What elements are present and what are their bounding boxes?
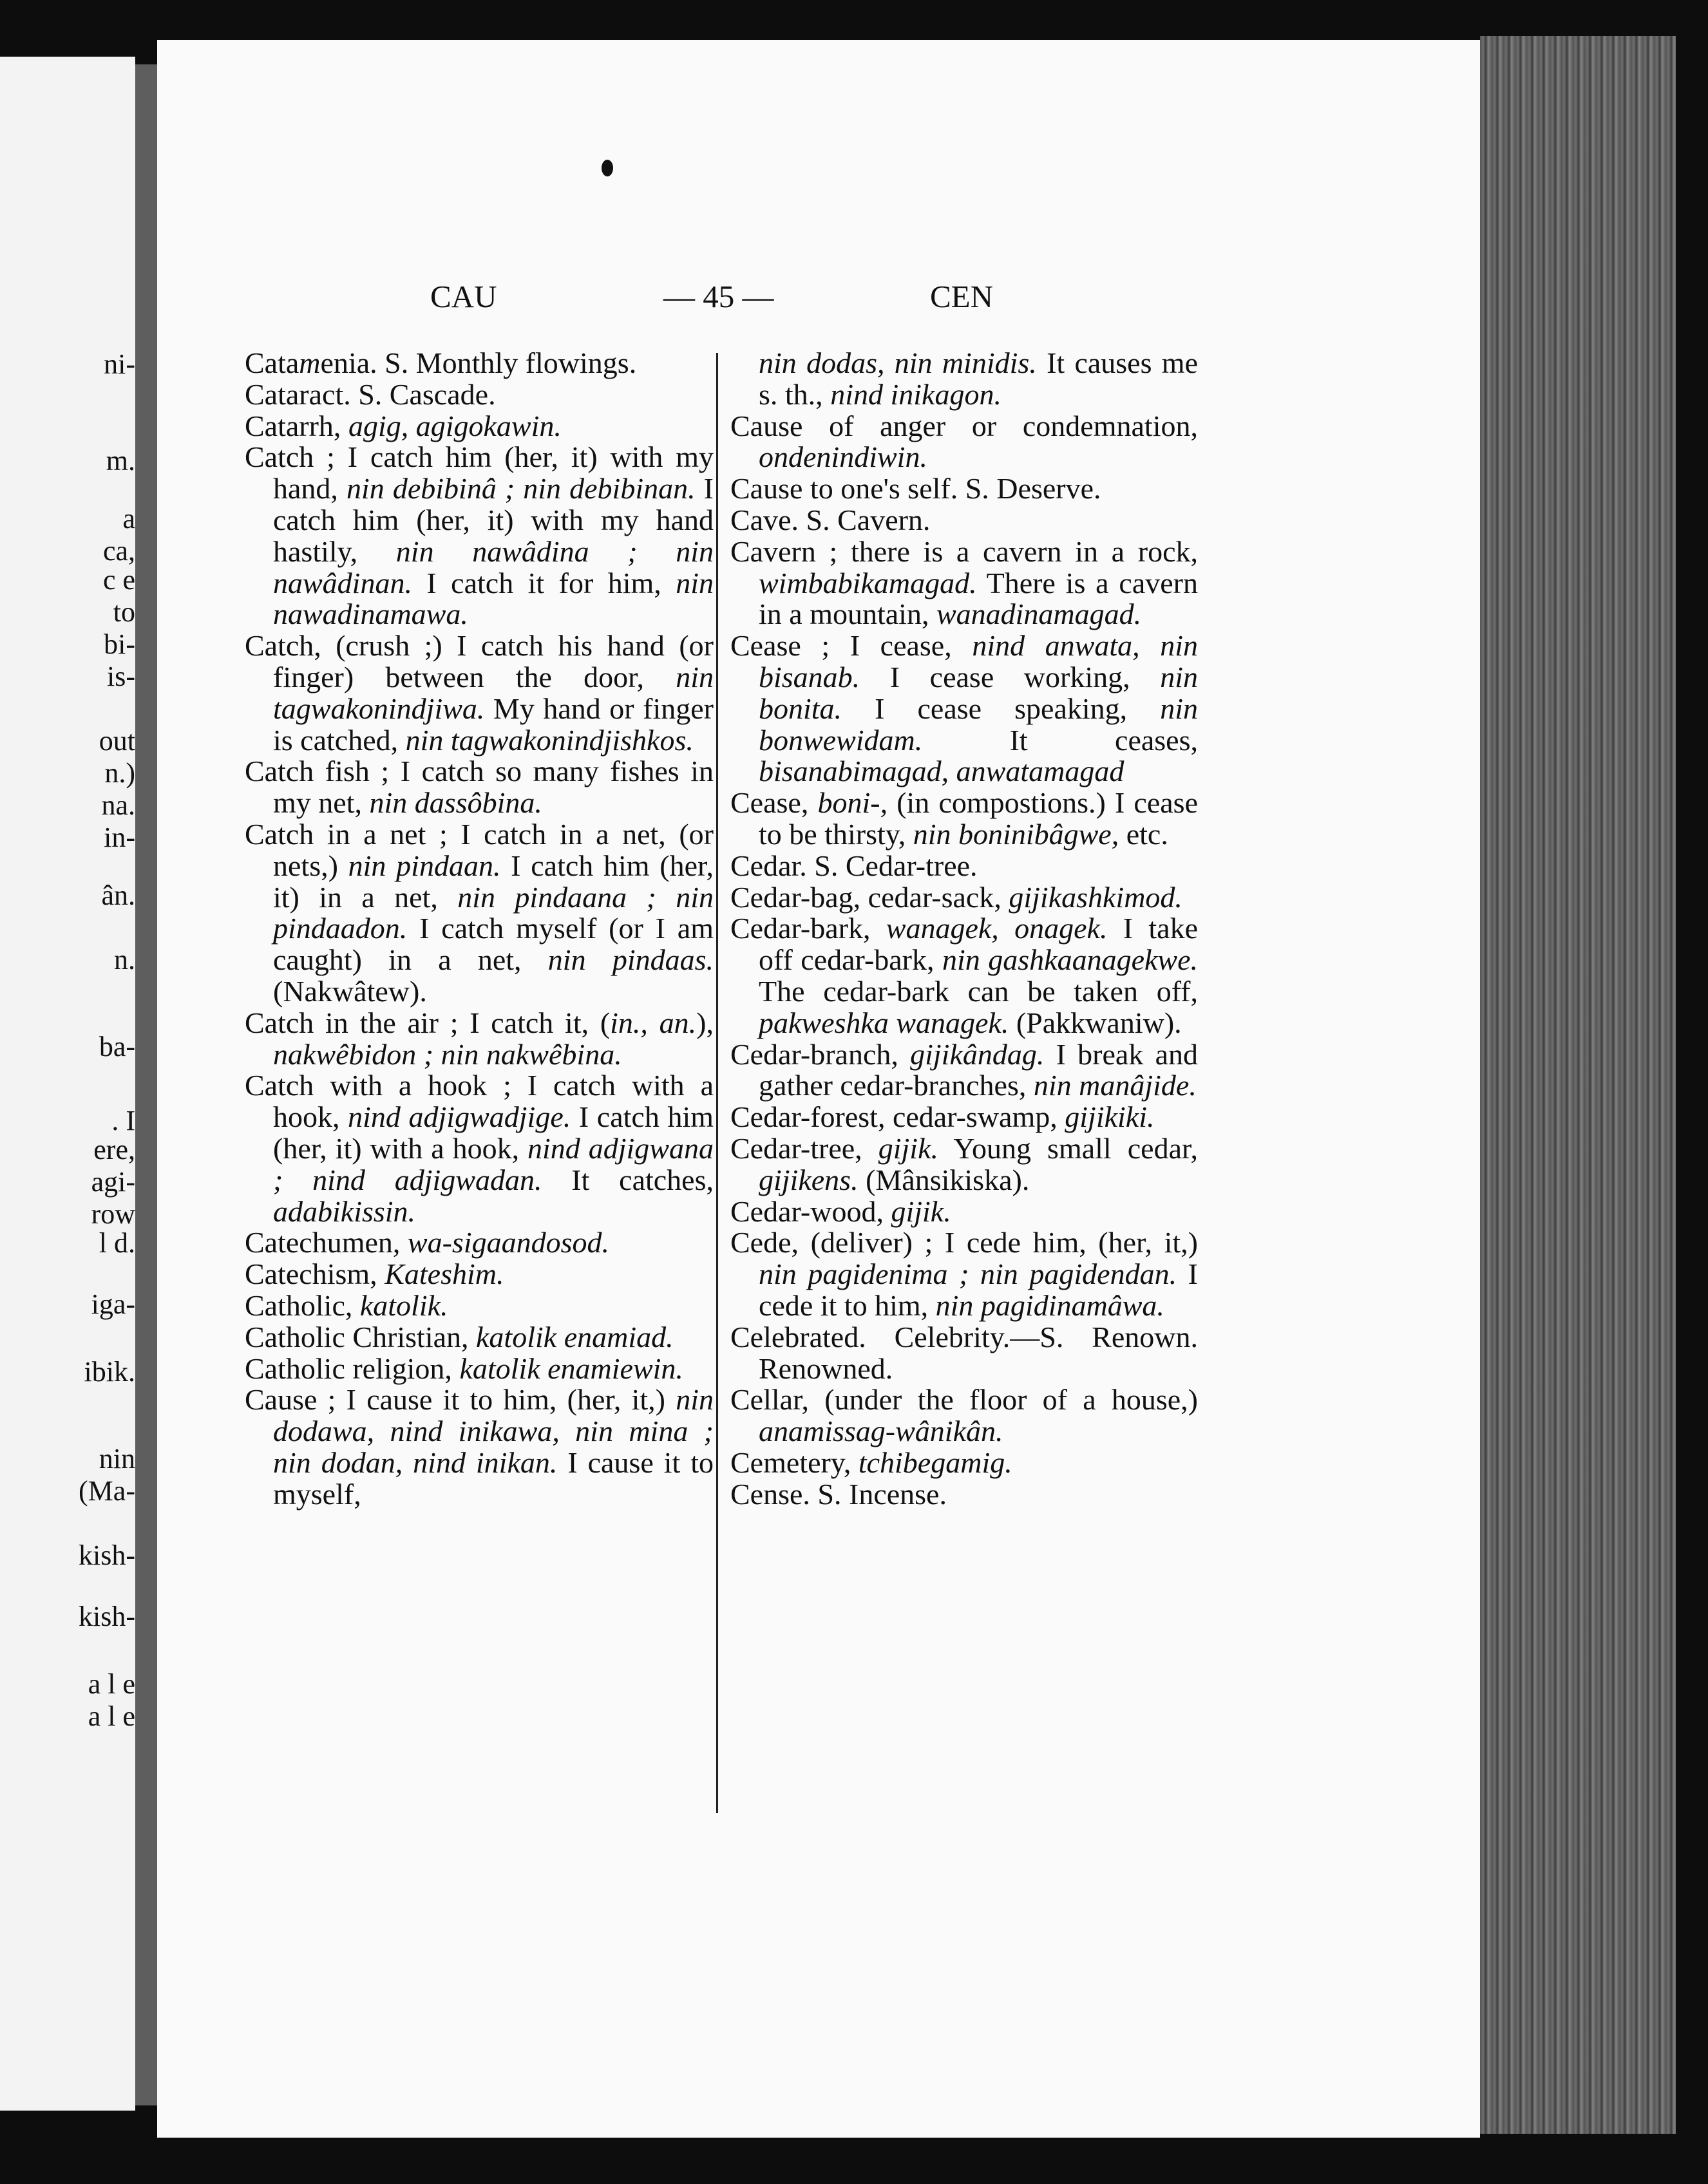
facing-page-fragment: nin: [99, 1443, 135, 1474]
entry-text: The cedar-bark can be taken off,: [759, 974, 1198, 1008]
dictionary-entry: [730, 787, 1198, 851]
entry-text: (in compostions.) I cease to be thirsty,: [759, 786, 1198, 851]
dictionary-entry: [730, 1102, 1198, 1133]
facing-page-fragment: . I: [111, 1105, 135, 1136]
ojibwe-term: agig, agigokawin.: [348, 409, 562, 442]
entry-text: Cata: [245, 346, 299, 379]
entry-text: I catch him (her, it) in a net,: [273, 849, 714, 914]
entry-text: I cease working,: [860, 660, 1161, 693]
facing-page-fragment: ca,: [102, 535, 135, 567]
entry-text: etc.: [1119, 817, 1168, 851]
dictionary-entry: [730, 1447, 1198, 1479]
ojibwe-term: nin manâjide.: [1033, 1069, 1197, 1102]
facing-page-fragment: iga-: [91, 1288, 135, 1320]
entry-text: Cense. S. Incense.: [730, 1477, 947, 1511]
ojibwe-term: gijikiki.: [1065, 1100, 1155, 1134]
ojibwe-term: pakweshka wanagek.: [759, 1006, 1009, 1039]
ojibwe-term: nin bonwewidam.: [759, 692, 1198, 757]
entry-text: Cease ; I cease,: [730, 629, 973, 663]
dictionary-entry: [245, 1070, 714, 1227]
entry-text: Celebrated. Celebrity.—S. Renown. Renowned.: [730, 1320, 1198, 1385]
facing-page-fragment: ba-: [99, 1031, 135, 1062]
dictionary-entry: [730, 1322, 1198, 1385]
entry-text: enia. S. Monthly flowings.: [320, 346, 637, 379]
entry-text: I break and gather cedar-branches,: [759, 1037, 1198, 1102]
facing-page-fragment: (Ma-: [79, 1475, 135, 1507]
dictionary-entry: [730, 913, 1198, 1039]
ojibwe-term: nin bonita.: [759, 660, 1198, 725]
ojibwe-term: wanagek, onagek.: [886, 912, 1108, 945]
dictionary-entry: [245, 1384, 714, 1510]
entry-text: I catch myself (or I am caught) in a net,: [273, 912, 714, 977]
ojibwe-term: nin gashkaanagekwe.: [942, 943, 1198, 977]
entry-text: Cedar-bag, cedar-sack,: [730, 880, 1009, 914]
dictionary-entry: [245, 1322, 714, 1353]
entry-text: It catches,: [542, 1163, 714, 1196]
ojibwe-term: nin pindaana ; nin pindaadon.: [273, 880, 714, 945]
dictionary-entry: [245, 348, 714, 379]
dictionary-entry: [245, 630, 714, 756]
entry-text: Catch in a net ; I catch in a net, (or nets,): [245, 817, 714, 882]
ojibwe-term: nin dodas, nin minidis.: [759, 346, 1037, 379]
entry-text: There is a cavern in a mountain,: [759, 566, 1198, 631]
dictionary-entry: [730, 882, 1198, 914]
ojibwe-term: ondenindiwin.: [759, 440, 927, 474]
facing-page-fragment: is-: [107, 661, 135, 692]
page-gutter: [135, 64, 157, 2105]
entry-text: I catch it for him,: [412, 566, 676, 599]
dictionary-entry: [245, 1290, 714, 1322]
facing-page-fragment: kish-: [79, 1539, 135, 1571]
entry-text: Catechism,: [245, 1257, 385, 1291]
entry-text: My hand or finger is catched,: [273, 692, 714, 757]
entry-text: Catch ; I catch him (her, it) with my hand,: [245, 440, 714, 505]
entry-text: I cede it to him,: [759, 1257, 1198, 1322]
facing-page-fragment: n.: [114, 944, 135, 975]
dictionary-entry: [730, 411, 1198, 474]
entry-text: Cease,: [730, 786, 818, 820]
facing-page-fragment: ân.: [101, 880, 135, 911]
facing-page-fragment: a l e: [88, 1700, 135, 1732]
ojibwe-term: gijikândag.: [910, 1037, 1045, 1071]
dictionary-entry: [245, 1008, 714, 1071]
ojibwe-term: nin dassôbina.: [369, 786, 542, 820]
entry-text: Cataract. S. Cascade.: [245, 377, 496, 411]
ojibwe-term: m: [299, 346, 321, 379]
ojibwe-term: nin debibinâ ; nin debibinan.: [346, 472, 696, 505]
ojibwe-term: wanadinamagad.: [936, 598, 1142, 631]
dictionary-entry: [245, 411, 714, 442]
facing-page-fragment: ibik.: [84, 1356, 135, 1388]
dictionary-entry: [245, 379, 714, 411]
entry-text: Cave. S. Cavern.: [730, 503, 931, 536]
dictionary-entry: [245, 1227, 714, 1259]
ojibwe-term: nin tagwakonindjiwa.: [273, 660, 714, 725]
dictionary-entry: [245, 442, 714, 630]
dictionary-entry: [730, 1196, 1198, 1228]
facing-page-fragment: to: [113, 596, 135, 628]
ojibwe-term: anamissag-wânikân.: [759, 1415, 1003, 1448]
ojibwe-term: nin pagidenima ; nin pagidendan.: [759, 1257, 1177, 1291]
entry-text: Cedar-forest, cedar-swamp,: [730, 1100, 1065, 1134]
dictionary-entry: [730, 536, 1198, 630]
ojibwe-term: nakwêbidon ; nin nakwêbina.: [273, 1037, 622, 1071]
entry-text: I take off cedar-bark,: [759, 912, 1199, 977]
facing-page-fragment: agi-: [91, 1166, 135, 1198]
facing-page-fragment: in-: [104, 822, 135, 853]
entry-text: Cede, (deliver) ; I cede him, (her, it,): [730, 1226, 1198, 1259]
entry-text: Cellar, (under the floor of a house,): [730, 1383, 1198, 1417]
ojibwe-term: adabikissin.: [273, 1194, 416, 1228]
dictionary-entry: [245, 756, 714, 819]
dictionary-entry: [730, 851, 1198, 882]
entry-text: (Mânsikiska).: [858, 1163, 1030, 1196]
ojibwe-term: bisanabimagad, anwatamagad: [759, 755, 1124, 788]
entry-text: Cemetery,: [730, 1445, 859, 1479]
entry-text: Catch fish ; I catch so many fishes in my net,: [245, 755, 714, 820]
entry-text: It ceases,: [922, 723, 1198, 757]
facing-page-fragment: c e: [102, 564, 135, 596]
dictionary-entry: [730, 1039, 1198, 1102]
entry-text: Cedar-tree,: [730, 1131, 878, 1165]
entry-text: Catholic,: [245, 1288, 360, 1322]
page-number: — 45 —: [663, 279, 774, 314]
entry-text: Cause to one's self. S. Deserve.: [730, 472, 1101, 505]
entry-text: Catholic Christian,: [245, 1320, 477, 1353]
ojibwe-term: nin pagidinamâwa.: [935, 1288, 1164, 1322]
dictionary-entry: [245, 1259, 714, 1290]
ojibwe-term: katolik.: [359, 1288, 448, 1322]
ojibwe-term: gijikashkimod.: [1009, 880, 1182, 914]
facing-page-fragment: a l e: [88, 1668, 135, 1700]
ojibwe-term: nin nawâdina ; nin nawâdinan.: [273, 534, 714, 599]
facing-page-fragment: ni-: [104, 348, 135, 380]
facing-page-fragment: kish-: [79, 1601, 135, 1632]
entry-text: Cause ; I cause it to him, (her, it,): [245, 1383, 676, 1417]
entry-text: Young small cedar,: [938, 1131, 1198, 1165]
dictionary-entry: [730, 473, 1198, 505]
entry-text: I catch him (her, it) with a hook,: [273, 1100, 714, 1165]
ojibwe-term: nin pindaas.: [547, 943, 714, 977]
ojibwe-term: nin pindaan.: [348, 849, 501, 882]
entry-text: Catch in the air ; I catch it, (: [245, 1006, 611, 1039]
facing-page-fragment: m.: [106, 445, 135, 476]
ojibwe-term: katolik enamiad.: [476, 1320, 674, 1353]
entry-text: Cause of anger or condemnation,: [730, 409, 1198, 442]
entry-text: Catch, (crush ;) I catch his hand (or finger) between the door,: [245, 629, 714, 693]
ojibwe-term: nin tagwakonindjishkos.: [405, 723, 694, 757]
ink-spot: [602, 160, 613, 176]
facing-page-fragment: ere,: [93, 1134, 135, 1165]
header-right-guideword: CEN: [930, 279, 993, 314]
ojibwe-term: gijik.: [891, 1194, 951, 1228]
right-column: [730, 348, 1198, 1510]
dictionary-entry: [730, 348, 1198, 411]
entry-text: I cause it to myself,: [273, 1445, 714, 1511]
ojibwe-term: wimbabikamagad.: [759, 566, 977, 599]
ojibwe-term: nin boninibâgwe,: [913, 817, 1119, 851]
ojibwe-term: tchibegamig.: [858, 1445, 1012, 1479]
entry-text: (Nakwâtew).: [273, 974, 427, 1008]
ojibwe-term: nind adjigwadjige.: [348, 1100, 571, 1134]
ojibwe-term: nin nawadinamawa.: [273, 566, 714, 631]
ojibwe-term: katolik enamiewin.: [459, 1351, 683, 1385]
ojibwe-term: Kateshim.: [384, 1257, 504, 1291]
page-edges: [1480, 36, 1676, 2134]
facing-page-fragment: na.: [101, 789, 135, 821]
entry-text: ),: [696, 1006, 714, 1039]
entry-text: It causes me s. th.,: [759, 346, 1198, 411]
dictionary-entry: [730, 630, 1198, 787]
dictionary-entry: [245, 819, 714, 1008]
facing-page-fragment: n.): [104, 757, 135, 789]
facing-page-fragment: l d.: [99, 1227, 135, 1259]
entry-text: Cedar-wood,: [730, 1194, 891, 1228]
entry-text: Cedar. S. Cedar-tree.: [730, 849, 978, 882]
entry-text: Catholic religion,: [245, 1351, 460, 1385]
ojibwe-term: nind anwata, nin bisanab.: [759, 629, 1198, 693]
left-column: [245, 348, 714, 1510]
entry-text: Cedar-bark,: [730, 912, 886, 945]
ojibwe-term: nin dodawa, nind inikawa, nin mina ; nin dodan, nind inikan.: [273, 1383, 714, 1479]
facing-page-fragment: bi-: [104, 628, 135, 660]
ojibwe-term: nind inikagon.: [830, 377, 1001, 411]
entry-text: Catarrh,: [245, 409, 348, 442]
dictionary-entry: [730, 1227, 1198, 1321]
ojibwe-term: nind adjigwana ; nind adjigwadan.: [273, 1131, 714, 1196]
entry-text: (Pakkwaniw).: [1009, 1006, 1182, 1039]
entry-text: Catch with a hook ; I catch with a hook,: [245, 1069, 714, 1134]
facing-page-fragment: a: [122, 503, 135, 534]
entry-text: Cavern ; there is a cavern in a rock,: [730, 534, 1198, 568]
dictionary-entry: [730, 505, 1198, 536]
ojibwe-term: gijikens.: [759, 1163, 859, 1196]
entry-text: I cease speaking,: [842, 692, 1161, 725]
ojibwe-term: gijik.: [878, 1131, 938, 1165]
dictionary-entry: [245, 1353, 714, 1385]
dictionary-entry: [730, 1384, 1198, 1447]
dictionary-entry: [730, 1479, 1198, 1511]
facing-page-fragment: out: [99, 725, 135, 757]
dictionary-entry: [730, 1133, 1198, 1196]
column-rule: [716, 353, 718, 1813]
ojibwe-term: in., an.: [610, 1006, 697, 1039]
ojibwe-term: wa-sigaandosod.: [407, 1226, 610, 1259]
facing-page-fragment: row: [91, 1198, 135, 1230]
ojibwe-term: boni-,: [817, 786, 888, 820]
entry-text: Cedar-branch,: [730, 1037, 911, 1071]
entry-text: Catechumen,: [245, 1226, 408, 1259]
header-left-guideword: CAU: [430, 279, 497, 314]
entry-text: I catch him (her, it) with my hand hastily,: [273, 472, 714, 568]
